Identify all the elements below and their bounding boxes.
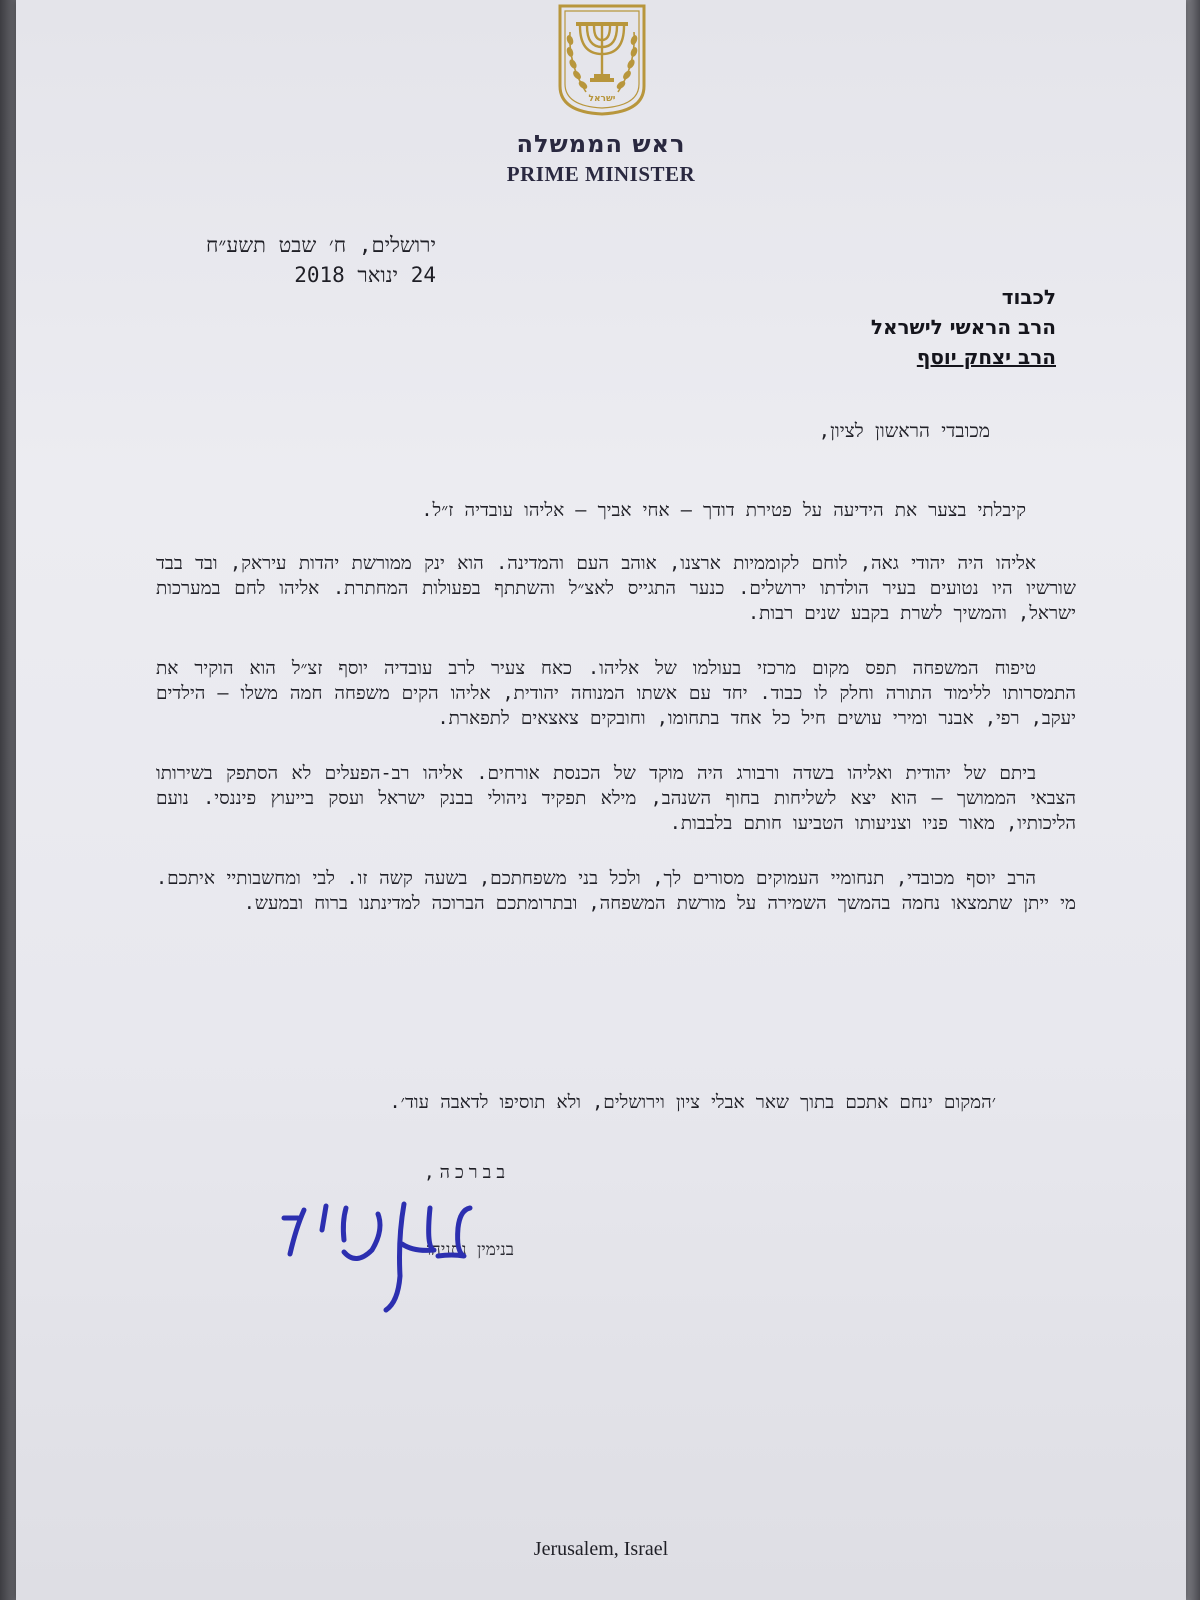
letter-date bbox=[136, 230, 436, 290]
body-paragraph: הרב יוסף מכובדי, תנחומיי העמוקים מסורים לך, ולכל בני משפחתכם, בשעה קשה זו. לבי ומחשבותיי איתכם. מי ייתן שתמצאו נחמה בהמשך השמירה על מורשת המשפחה, ובתרומתכם הברוכה למדינתנו ברוח ובמעש. bbox=[156, 868, 1076, 914]
handwritten-signature bbox=[274, 1178, 494, 1328]
body-paragraph: טיפוח המשפחה תפס מקום מרכזי בעולמו של אליהו. כאח צעיר לרב עובדיה יוסף זצ״ל הוא הוקיר את התמסרותו ללימוד התורה וחלק לו כבוד. יחד עם אשתו המנוחה יהודית, אליהו הקים משפחה חמה משלו – הילדים יעקב, רפי, אבנר ומירי עושים חיל כל אחד בתחומו, וחובקים צאצאים לתפארת. bbox=[156, 658, 1076, 729]
state-emblem-icon bbox=[556, 4, 648, 116]
signer-name: בנימין נתניהו bbox=[426, 1240, 514, 1260]
recipient-line-1: לכבוד bbox=[1001, 285, 1056, 309]
body-paragraph: קיבלתי בצער את הידיעה על פטירת דודך – אחי אביך – אליהו עובדיה ז״ל. bbox=[421, 500, 1026, 521]
body-paragraph: ביתם של יהודית ואליהו בשדה ורבורג היה מוקד של הכנסת אורחים. אליהו רב-הפעלים לא הסתפק בשירותו הצבאי הממושך – הוא יצא לשליחות בחוף השנהב, מילא תפקיד ניהולי בבנק ישראל ועסק בייעוץ פיננסי. נועם הליכותיו, מאור פניו וצניעותו הטביעו חותם בלבבות. bbox=[156, 763, 1076, 834]
background-right-edge bbox=[1184, 0, 1200, 1600]
letter-page bbox=[16, 0, 1186, 1600]
recipient-line-2: הרב הראשי לישראל bbox=[870, 315, 1056, 339]
body-paragraph: אליהו היה יהודי גאה, לוחם לקוממיות ארצנו, אוהב העם והמדינה. הוא ינק ממורשת יהדות עיראק, ובד בבד שורשיו היו נטועים בעיר הולדתו ירושלים. כנער התגייס לאצ״ל והשתתף בפעולות המחתרת. אליהו לחם במערכות ישראל, והמשיך לשרת בקבע שנים רבות. bbox=[156, 553, 1076, 624]
closing-greeting: בברכה, bbox=[423, 1162, 510, 1183]
salutation: מכובדי הראשון לציון, bbox=[818, 420, 990, 442]
date-gregorian: 24 ינואר 2018 bbox=[294, 263, 436, 287]
emblem-lettering: ישראל bbox=[588, 94, 616, 104]
letter-body bbox=[156, 498, 1076, 946]
recipient-line-3: הרב יצחק יוסף bbox=[916, 345, 1056, 369]
letterhead-title-english: PRIME MINISTER bbox=[506, 162, 696, 186]
closing-quote: ׳המקום ינחם אתכם בתוך שאר אבלי ציון וירושלים, ולא תוסיפו לדאבה עוד׳. bbox=[389, 1092, 996, 1113]
letterhead-title-hebrew: ראש הממשלה bbox=[516, 130, 686, 158]
footer-address: Jerusalem, Israel bbox=[533, 1538, 669, 1560]
date-hebrew: ירושלים, ח׳ שבט תשע״ח bbox=[206, 233, 436, 257]
recipient-block bbox=[556, 282, 1056, 372]
